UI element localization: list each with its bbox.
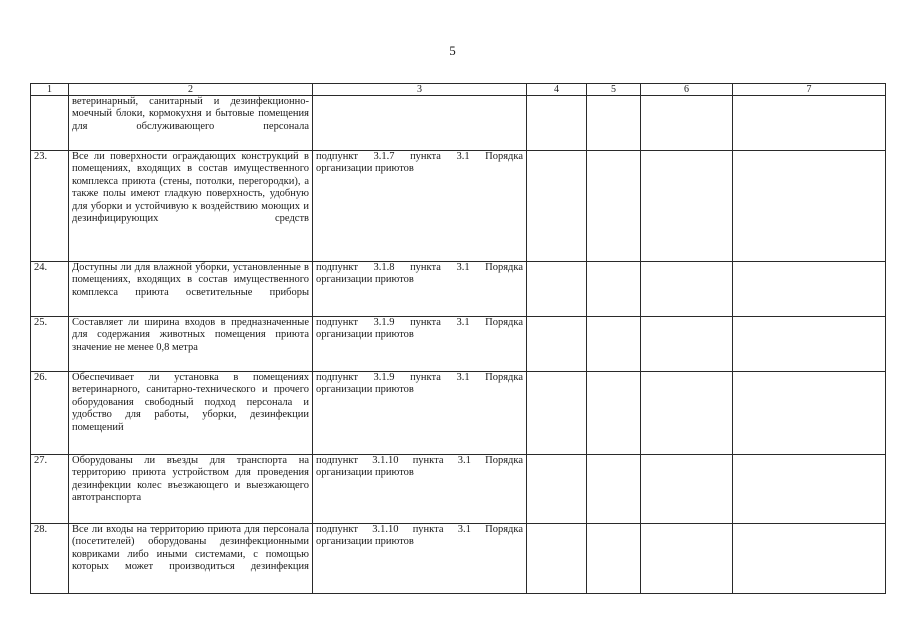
answer-cell: [733, 372, 886, 455]
answer-cell: [733, 317, 886, 372]
page-number: 5: [449, 43, 456, 58]
column-header: 4: [527, 84, 587, 96]
answer-cell: [527, 317, 587, 372]
table-row: [31, 372, 886, 455]
column-header: 7: [733, 84, 886, 96]
column-header-row: [31, 84, 886, 96]
legal-reference: подпункт 3.1.10 пункта 3.1 Порядка организации приютов: [313, 455, 527, 524]
answer-cell: [587, 151, 641, 262]
checklist-table: [30, 83, 886, 594]
answer-cell: [587, 372, 641, 455]
answer-cell: [527, 372, 587, 455]
answer-cell: [733, 96, 886, 151]
answer-cell: [641, 455, 733, 524]
answer-cell: [641, 372, 733, 455]
answer-cell: [527, 455, 587, 524]
answer-cell: [527, 262, 587, 317]
requirement-text: Доступны ли для влажной уборки, установленные в помещениях, входящих в состав имущественного комплекса приюта осветительные приборы: [69, 262, 313, 317]
answer-cell: [733, 455, 886, 524]
legal-reference: подпункт 3.1.9 пункта 3.1 Порядка организации приютов: [313, 372, 527, 455]
answer-cell: [587, 96, 641, 151]
table-row: [31, 317, 886, 372]
table-row: [31, 524, 886, 594]
table-row: [31, 96, 886, 151]
answer-cell: [733, 262, 886, 317]
answer-cell: [641, 151, 733, 262]
legal-reference: [313, 96, 527, 151]
answer-cell: [527, 151, 587, 262]
answer-cell: [641, 317, 733, 372]
requirement-text: Обеспечивает ли установка в помещениях ветеринарного, санитарно-технического и прочего оборудования свободный подход персонала и удобство для работы, уборки, дезинфекции помещений: [69, 372, 313, 455]
table-row: [31, 455, 886, 524]
requirement-text: ветеринарный, санитарный и дезинфекционно-моечный блоки, кормокухня и бытовые помещения для обслуживающего персонала: [69, 96, 313, 151]
requirement-text: Все ли входы на территорию приюта для персонала (посетителей) оборудованы дезинфекционными ковриками либо иными системами, с помощью которых может производиться дезинфекция: [69, 524, 313, 594]
column-header: 1: [31, 84, 69, 96]
row-number: 28.: [31, 524, 69, 594]
table-row: [31, 151, 886, 262]
row-number: 23.: [31, 151, 69, 262]
row-number: 24.: [31, 262, 69, 317]
legal-reference: подпункт 3.1.9 пункта 3.1 Порядка организации приютов: [313, 317, 527, 372]
answer-cell: [587, 262, 641, 317]
legal-reference: подпункт 3.1.7 пункта 3.1 Порядка организации приютов: [313, 151, 527, 262]
answer-cell: [733, 151, 886, 262]
answer-cell: [587, 524, 641, 594]
column-header: 2: [69, 84, 313, 96]
requirement-text: Составляет ли ширина входов в предназначенные для содержания животных помещения приюта значение не менее 0,8 метра: [69, 317, 313, 372]
answer-cell: [641, 96, 733, 151]
requirement-text: Все ли поверхности ограждающих конструкций в помещениях, входящих в состав имущественного комплекса приюта (стены, потолки, перегородки), а также полы имеют гладкую поверхность, удобную для уборки и устойчивую к воздействию моющих и дезинфицирующих средств: [69, 151, 313, 262]
table-row: [31, 262, 886, 317]
column-header: 5: [587, 84, 641, 96]
answer-cell: [527, 524, 587, 594]
answer-cell: [587, 455, 641, 524]
requirement-text: Оборудованы ли въезды для транспорта на территорию приюта устройством для проведения дезинфекции колес въезжающего и выезжающего автотранспорта: [69, 455, 313, 524]
answer-cell: [641, 262, 733, 317]
answer-cell: [527, 96, 587, 151]
row-number: 27.: [31, 455, 69, 524]
row-number: [31, 96, 69, 151]
legal-reference: подпункт 3.1.8 пункта 3.1 Порядка организации приютов: [313, 262, 527, 317]
answer-cell: [733, 524, 886, 594]
row-number: 25.: [31, 317, 69, 372]
answer-cell: [641, 524, 733, 594]
column-header: 6: [641, 84, 733, 96]
answer-cell: [587, 317, 641, 372]
legal-reference: подпункт 3.1.10 пункта 3.1 Порядка организации приютов: [313, 524, 527, 594]
column-header: 3: [313, 84, 527, 96]
row-number: 26.: [31, 372, 69, 455]
